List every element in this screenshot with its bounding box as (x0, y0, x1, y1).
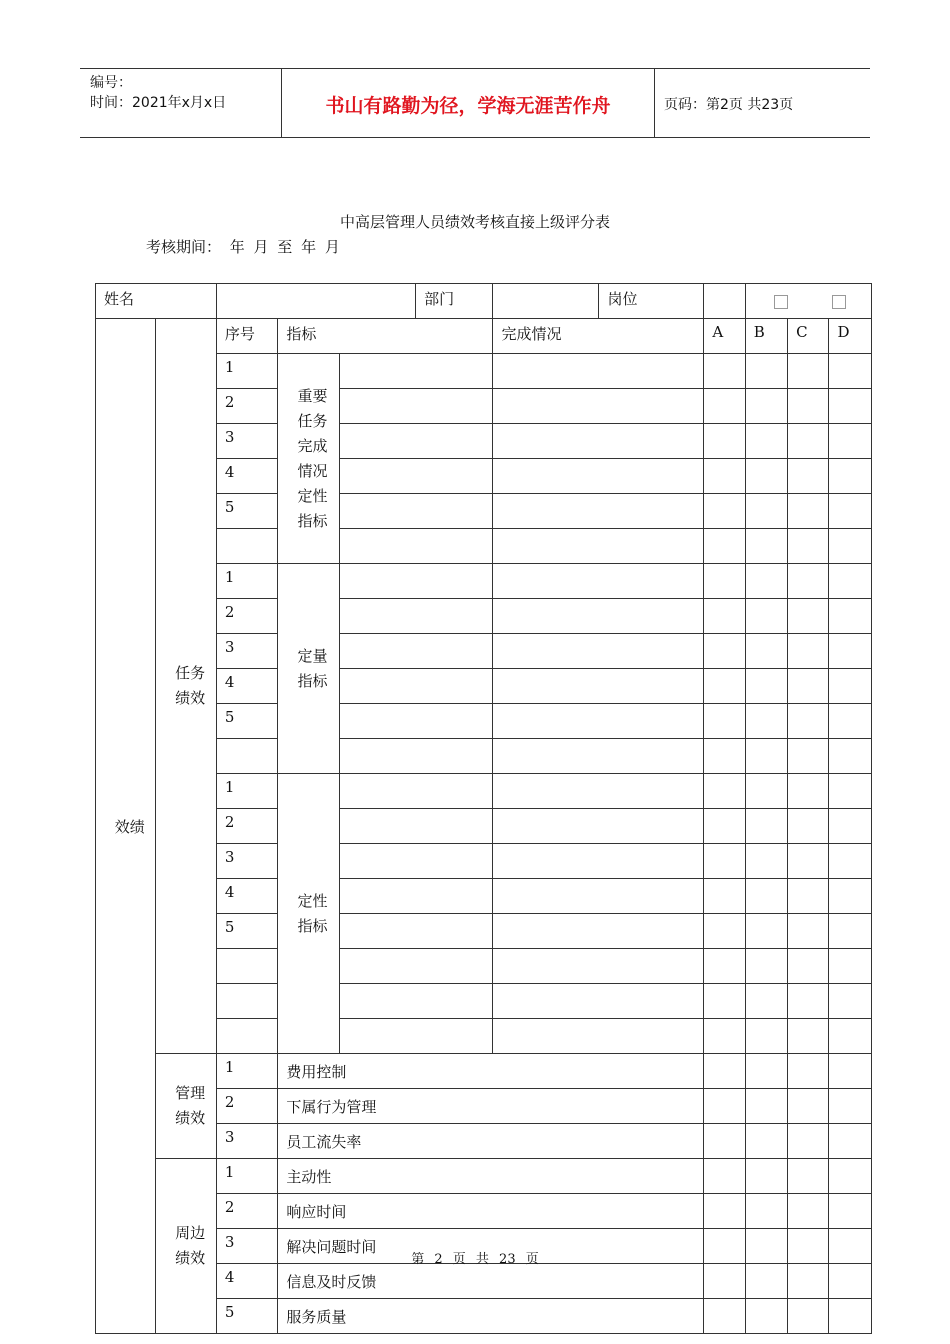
group-label-qualitative: 定性指标 (278, 774, 339, 1054)
seq-cell: 3 (216, 1229, 277, 1264)
seq-cell (216, 529, 277, 564)
grade-c-cell[interactable] (788, 389, 829, 424)
checkbox[interactable] (774, 295, 788, 309)
grade-a-cell[interactable] (704, 984, 745, 1019)
header-motto: 书山有路勤为径，学海无涯苦作舟 (325, 95, 611, 117)
grade-a-cell[interactable] (704, 844, 745, 879)
grade-d-cell[interactable] (829, 529, 872, 564)
completion-cell[interactable] (493, 529, 704, 564)
indicator-text-cell: 信息及时反馈 (278, 1264, 704, 1299)
grade-c-cell[interactable] (788, 529, 829, 564)
table-row (96, 1159, 872, 1194)
grade-d-cell[interactable] (829, 949, 872, 984)
grade-c-cell[interactable] (788, 809, 829, 844)
indicator-cell[interactable] (339, 704, 493, 739)
grade-d-cell[interactable] (829, 424, 872, 459)
group-label-key-tasks: 重要任务完成情况定性指标 (278, 354, 339, 564)
grade-d-cell[interactable] (829, 1159, 872, 1194)
grade-d-cell[interactable] (829, 914, 872, 949)
perf-category: 效绩 (96, 319, 156, 1334)
grade-a-cell[interactable] (704, 424, 745, 459)
indicator-cell[interactable] (339, 389, 493, 424)
checkbox[interactable] (832, 295, 846, 309)
indicator-text-cell: 响应时间 (278, 1194, 704, 1229)
grade-d-header: D (829, 319, 872, 354)
seq-cell (216, 739, 277, 774)
seq-cell: 4 (216, 879, 277, 914)
evaluation-table (95, 283, 872, 1334)
grade-d-cell[interactable] (829, 494, 872, 529)
grade-c-cell[interactable] (788, 599, 829, 634)
seq-cell: 2 (216, 1089, 277, 1124)
indicator-cell[interactable] (339, 599, 493, 634)
indicator-cell[interactable] (339, 529, 493, 564)
grade-b-cell[interactable] (745, 669, 787, 704)
page-header (80, 68, 870, 138)
grade-a-cell[interactable] (704, 1054, 745, 1089)
completion-cell[interactable] (493, 389, 704, 424)
indicator-cell[interactable] (339, 564, 493, 599)
indicator-cell[interactable] (339, 809, 493, 844)
grade-c-cell[interactable] (788, 354, 829, 389)
grade-a-cell[interactable] (704, 1089, 745, 1124)
grade-d-cell[interactable] (829, 1124, 872, 1159)
grade-c-header: C (788, 319, 829, 354)
seq-cell: 5 (216, 914, 277, 949)
time-label: 时间：2021年x月x日 (90, 95, 227, 111)
grade-d-cell[interactable] (829, 1054, 872, 1089)
completion-cell[interactable] (493, 774, 704, 809)
seq-cell: 1 (216, 354, 277, 389)
indicator-text-cell: 员工流失率 (278, 1124, 704, 1159)
indicator-cell[interactable] (339, 879, 493, 914)
grade-a-cell[interactable] (704, 949, 745, 984)
completion-cell[interactable] (493, 354, 704, 389)
grade-b-cell[interactable] (745, 529, 787, 564)
indicator-cell[interactable] (339, 914, 493, 949)
grade-b-cell[interactable] (745, 424, 787, 459)
grade-b-cell[interactable] (745, 809, 787, 844)
seq-cell: 1 (216, 1054, 277, 1089)
grade-a-cell[interactable] (704, 1299, 745, 1334)
grade-b-cell[interactable] (745, 1194, 787, 1229)
grade-d-cell[interactable] (829, 634, 872, 669)
grade-b-cell[interactable] (745, 1054, 787, 1089)
completion-cell[interactable] (493, 844, 704, 879)
grade-a-cell[interactable] (704, 389, 745, 424)
seq-cell: 3 (216, 1124, 277, 1159)
header-meta (90, 73, 226, 113)
grade-c-cell[interactable] (788, 459, 829, 494)
grade-d-cell[interactable] (829, 774, 872, 809)
indicator-cell[interactable] (339, 984, 493, 1019)
grade-d-cell[interactable] (829, 879, 872, 914)
seq-cell (216, 949, 277, 984)
grade-a-cell[interactable] (704, 809, 745, 844)
grade-a-cell[interactable] (704, 354, 745, 389)
seq-cell: 2 (216, 389, 277, 424)
dept-field[interactable] (493, 284, 599, 319)
seq-cell: 4 (216, 459, 277, 494)
grade-c-cell[interactable] (788, 949, 829, 984)
page-footer: 第 2 页 共 23 页 (411, 1252, 539, 1267)
grade-b-cell[interactable] (745, 1124, 787, 1159)
grade-d-cell[interactable] (829, 704, 872, 739)
completion-cell[interactable] (493, 809, 704, 844)
post-label: 岗位 (599, 284, 704, 319)
grade-b-cell[interactable] (745, 914, 787, 949)
header-page-code: 页码：第2页 共23页 (664, 97, 794, 113)
table-row (96, 284, 872, 319)
grade-b-cell[interactable] (745, 1019, 787, 1054)
seq-cell: 1 (216, 564, 277, 599)
grade-c-cell[interactable] (788, 1264, 829, 1299)
indicator-cell[interactable] (339, 1019, 493, 1054)
grade-c-cell[interactable] (788, 914, 829, 949)
dept-label: 部门 (416, 284, 493, 319)
name-label: 姓名 (96, 284, 217, 319)
grade-d-cell[interactable] (829, 564, 872, 599)
grade-b-cell[interactable] (745, 1299, 787, 1334)
grade-d-cell[interactable] (829, 389, 872, 424)
grade-a-cell[interactable] (704, 704, 745, 739)
grade-c-cell[interactable] (788, 774, 829, 809)
indicator-text-cell: 下属行为管理 (278, 1089, 704, 1124)
indicator-cell[interactable] (339, 424, 493, 459)
assessment-period: 考核期间： 年 月 至 年 月 (146, 238, 340, 256)
indicator-cell[interactable] (339, 739, 493, 774)
grade-c-cell[interactable] (788, 879, 829, 914)
grade-a-cell[interactable] (704, 459, 745, 494)
seq-cell: 4 (216, 1264, 277, 1299)
grade-a-cell[interactable] (704, 879, 745, 914)
grade-a-cell[interactable] (704, 1159, 745, 1194)
grade-b-cell[interactable] (745, 879, 787, 914)
grade-b-cell[interactable] (745, 389, 787, 424)
grade-c-cell[interactable] (788, 1194, 829, 1229)
peri-perf-category: 周边绩效 (156, 1159, 216, 1334)
grade-c-cell[interactable] (788, 494, 829, 529)
seq-cell (216, 984, 277, 1019)
grade-a-cell[interactable] (704, 1019, 745, 1054)
grade-c-cell[interactable] (788, 564, 829, 599)
grade-b-cell[interactable] (745, 354, 787, 389)
indicator-cell[interactable] (339, 844, 493, 879)
grade-d-cell[interactable] (829, 1019, 872, 1054)
indicator-text-cell: 服务质量 (278, 1299, 704, 1334)
grade-a-cell[interactable] (704, 634, 745, 669)
completion-cell[interactable] (493, 424, 704, 459)
grade-c-cell[interactable] (788, 1054, 829, 1089)
name-field[interactable] (216, 284, 415, 319)
grade-b-cell[interactable] (745, 774, 787, 809)
grade-a-cell[interactable] (704, 1124, 745, 1159)
grade-b-cell[interactable] (745, 949, 787, 984)
grade-a-cell[interactable] (704, 739, 745, 774)
grade-b-cell[interactable] (745, 1159, 787, 1194)
grade-a-cell[interactable] (704, 914, 745, 949)
seq-cell: 5 (216, 494, 277, 529)
grade-b-cell[interactable] (745, 984, 787, 1019)
grade-a-cell[interactable] (704, 494, 745, 529)
table-row (96, 1054, 872, 1089)
task-perf-category: 任务绩效 (156, 319, 216, 1054)
grade-c-cell[interactable] (788, 1019, 829, 1054)
completion-cell[interactable] (493, 879, 704, 914)
completion-cell[interactable] (493, 634, 704, 669)
completion-cell[interactable] (493, 739, 704, 774)
indicator-cell[interactable] (339, 459, 493, 494)
seq-cell: 1 (216, 774, 277, 809)
indicator-cell[interactable] (339, 494, 493, 529)
grade-b-cell[interactable] (745, 704, 787, 739)
checkbox-cell (745, 284, 871, 319)
grade-d-cell[interactable] (829, 1264, 872, 1299)
indicator-cell[interactable] (339, 949, 493, 984)
seq-cell: 2 (216, 809, 277, 844)
indicator-cell[interactable] (339, 354, 493, 389)
indicator-text-cell: 解决问题时间 (278, 1229, 704, 1264)
grade-d-cell[interactable] (829, 739, 872, 774)
grade-c-cell[interactable] (788, 844, 829, 879)
completion-cell[interactable] (493, 494, 704, 529)
grade-a-cell[interactable] (704, 599, 745, 634)
grade-b-cell[interactable] (745, 564, 787, 599)
seq-cell: 3 (216, 424, 277, 459)
completion-cell[interactable] (493, 704, 704, 739)
grade-d-cell[interactable] (829, 459, 872, 494)
grade-d-cell[interactable] (829, 669, 872, 704)
grade-a-cell[interactable] (704, 774, 745, 809)
document-title: 中高层管理人员绩效考核直接上级评分表 (339, 213, 610, 231)
col-completion-header: 完成情况 (493, 319, 704, 354)
grade-c-cell[interactable] (788, 739, 829, 774)
grade-c-cell[interactable] (788, 1124, 829, 1159)
seq-cell: 2 (216, 599, 277, 634)
grade-b-cell[interactable] (745, 739, 787, 774)
col-indicator-header: 指标 (278, 319, 493, 354)
grade-a-header: A (704, 319, 745, 354)
header-divider (654, 69, 655, 137)
grade-c-cell[interactable] (788, 1089, 829, 1124)
grade-d-cell[interactable] (829, 1194, 872, 1229)
grade-d-cell[interactable] (829, 1299, 872, 1334)
seq-cell: 3 (216, 844, 277, 879)
completion-cell[interactable] (493, 599, 704, 634)
seq-cell: 2 (216, 1194, 277, 1229)
indicator-cell[interactable] (339, 634, 493, 669)
grade-c-cell[interactable] (788, 1299, 829, 1334)
grade-b-cell[interactable] (745, 599, 787, 634)
indicator-cell[interactable] (339, 669, 493, 704)
grade-c-cell[interactable] (788, 704, 829, 739)
grade-c-cell[interactable] (788, 669, 829, 704)
grade-c-cell[interactable] (788, 634, 829, 669)
post-field[interactable] (704, 284, 745, 319)
completion-cell[interactable] (493, 669, 704, 704)
seq-cell: 4 (216, 669, 277, 704)
completion-cell[interactable] (493, 984, 704, 1019)
grade-d-cell[interactable] (829, 984, 872, 1019)
grade-b-cell[interactable] (745, 634, 787, 669)
grade-d-cell[interactable] (829, 844, 872, 879)
grade-d-cell[interactable] (829, 354, 872, 389)
grade-b-cell[interactable] (745, 1089, 787, 1124)
seq-cell: 3 (216, 634, 277, 669)
indicator-cell[interactable] (339, 774, 493, 809)
grade-a-cell[interactable] (704, 564, 745, 599)
grade-b-cell[interactable] (745, 844, 787, 879)
seq-cell: 1 (216, 1159, 277, 1194)
grade-c-cell[interactable] (788, 984, 829, 1019)
grade-d-cell[interactable] (829, 1089, 872, 1124)
completion-cell[interactable] (493, 1019, 704, 1054)
grade-b-cell[interactable] (745, 459, 787, 494)
grade-a-cell[interactable] (704, 1194, 745, 1229)
grade-c-cell[interactable] (788, 1159, 829, 1194)
seq-cell: 5 (216, 1299, 277, 1334)
completion-cell[interactable] (493, 459, 704, 494)
indicator-text-cell: 主动性 (278, 1159, 704, 1194)
grade-c-cell[interactable] (788, 424, 829, 459)
grade-a-cell[interactable] (704, 1264, 745, 1299)
number-label: 编号： (90, 75, 132, 91)
group-label-quantitative: 定量指标 (278, 564, 339, 774)
table-row (96, 319, 872, 354)
grade-a-cell[interactable] (704, 669, 745, 704)
grade-b-header: B (745, 319, 787, 354)
completion-cell[interactable] (493, 949, 704, 984)
seq-cell: 5 (216, 704, 277, 739)
col-seq-header: 序号 (216, 319, 277, 354)
grade-a-cell[interactable] (704, 529, 745, 564)
grade-d-cell[interactable] (829, 809, 872, 844)
grade-d-cell[interactable] (829, 599, 872, 634)
completion-cell[interactable] (493, 564, 704, 599)
mgmt-perf-category: 管理绩效 (156, 1054, 216, 1159)
completion-cell[interactable] (493, 914, 704, 949)
seq-cell (216, 1019, 277, 1054)
grade-b-cell[interactable] (745, 494, 787, 529)
indicator-text-cell: 费用控制 (278, 1054, 704, 1089)
grade-b-cell[interactable] (745, 1264, 787, 1299)
